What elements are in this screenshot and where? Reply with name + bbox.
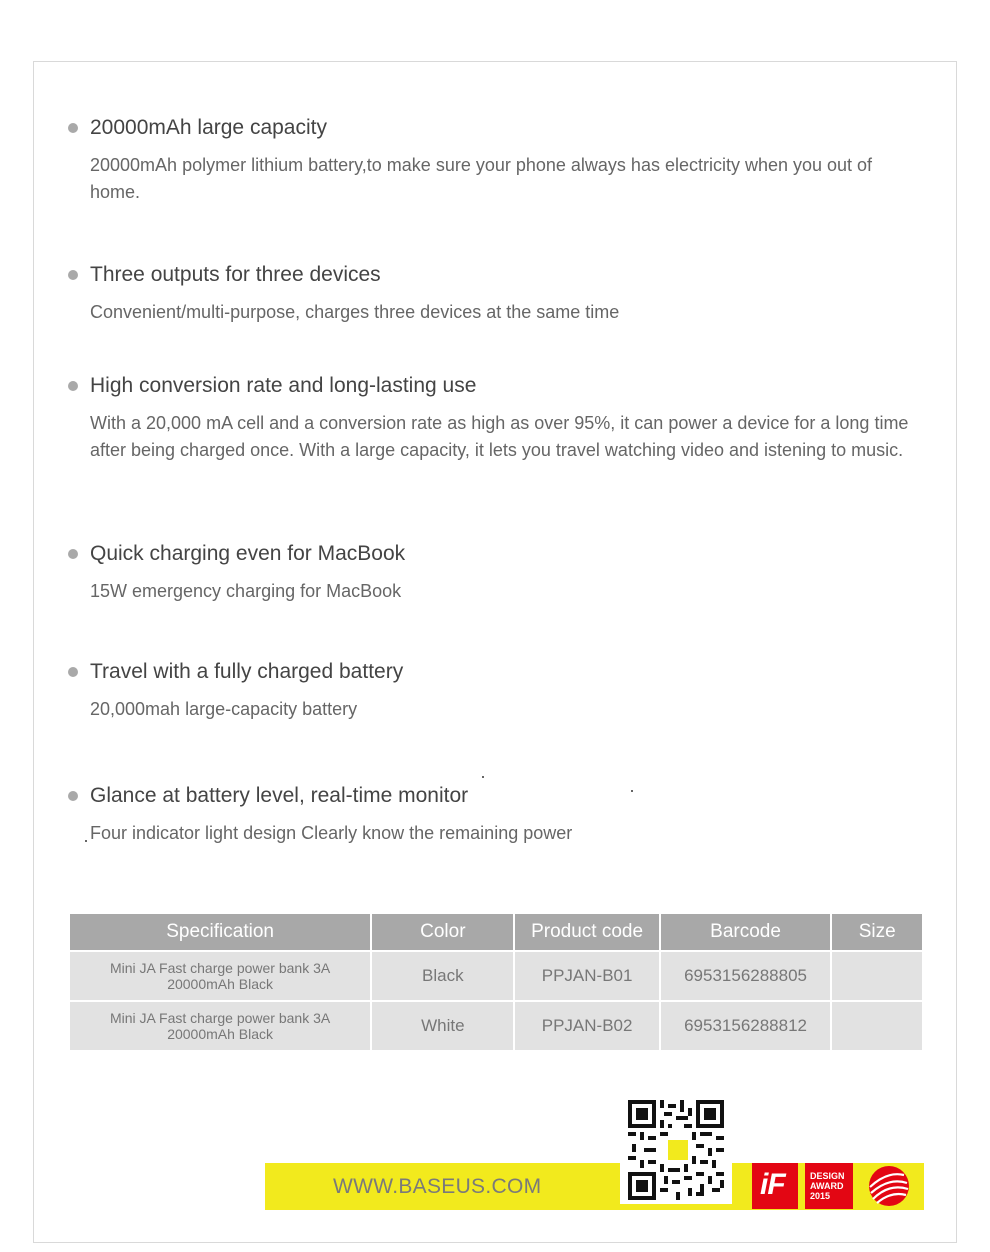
code-cell: PPJAN-B01 xyxy=(515,952,658,1000)
feature-macbook xyxy=(66,540,926,605)
bullet-icon xyxy=(68,381,78,391)
decorative-dot xyxy=(482,776,484,778)
col-size: Size xyxy=(832,914,922,950)
table-header-row xyxy=(70,914,922,950)
feature-outputs xyxy=(66,261,926,326)
feature-description: With a 20,000 mA cell and a conversion rate as high as over 95%, it can power a device for a long time after being charged once. With a large capacity, it lets you travel watching video and istening to music. xyxy=(90,413,909,460)
qr-code-icon xyxy=(620,1096,732,1204)
table-row xyxy=(70,1002,922,1050)
if-logo-icon: iF xyxy=(752,1163,798,1209)
col-barcode: Barcode xyxy=(661,914,831,950)
col-product-code: Product code xyxy=(515,914,658,950)
bullet-icon xyxy=(68,123,78,133)
bullet-icon xyxy=(68,270,78,280)
decorative-dot xyxy=(85,840,87,842)
spec-table xyxy=(68,912,924,1052)
feature-title: Travel with a fully charged battery xyxy=(66,658,926,686)
decorative-dot xyxy=(631,790,633,792)
bullet-icon xyxy=(68,791,78,801)
feature-description: Four indicator light design Clearly know the remaining power xyxy=(90,823,573,843)
code-cell: PPJAN-B02 xyxy=(515,1002,658,1050)
size-cell xyxy=(832,1002,922,1050)
feature-title: 20000mAh large capacity xyxy=(66,114,926,142)
feature-battery-level xyxy=(66,782,926,847)
feature-title: Three outputs for three devices xyxy=(66,261,926,289)
barcode-cell: 6953156288805 xyxy=(661,952,831,1000)
color-cell: Black xyxy=(372,952,513,1000)
table-row xyxy=(70,952,922,1000)
red-dot-icon xyxy=(866,1163,912,1214)
barcode-cell: 6953156288812 xyxy=(661,1002,831,1050)
spec-cell: Mini JA Fast charge power bank 3A 20000mAh Black xyxy=(70,1002,370,1050)
size-cell xyxy=(832,952,922,1000)
feature-description: 20000mAh polymer lithium battery,to make sure your phone always has electricity when you out of home. xyxy=(90,155,873,202)
feature-description: Convenient/multi-purpose, charges three devices at the same time xyxy=(90,302,620,322)
content-frame xyxy=(33,61,957,1243)
feature-conversion xyxy=(66,372,926,464)
feature-description: 15W emergency charging for MacBook xyxy=(90,581,402,601)
feature-title: Glance at battery level, real-time monitor xyxy=(66,782,926,810)
feature-description: 20,000mah large-capacity battery xyxy=(90,699,358,719)
spec-cell: Mini JA Fast charge power bank 3A 20000mAh Black xyxy=(70,952,370,1000)
color-cell: White xyxy=(372,1002,513,1050)
feature-capacity xyxy=(66,114,926,206)
col-specification: Specification xyxy=(70,914,370,950)
feature-title: High conversion rate and long-lasting use xyxy=(66,372,926,400)
bullet-icon xyxy=(68,667,78,677)
feature-title: Quick charging even for MacBook xyxy=(66,540,926,568)
website-link[interactable]: WWW.BASEUS.COM xyxy=(333,1175,542,1198)
col-color: Color xyxy=(372,914,513,950)
design-award-badge: DESIGN AWARD 2015 xyxy=(805,1163,853,1209)
bullet-icon xyxy=(68,549,78,559)
feature-travel xyxy=(66,658,926,723)
